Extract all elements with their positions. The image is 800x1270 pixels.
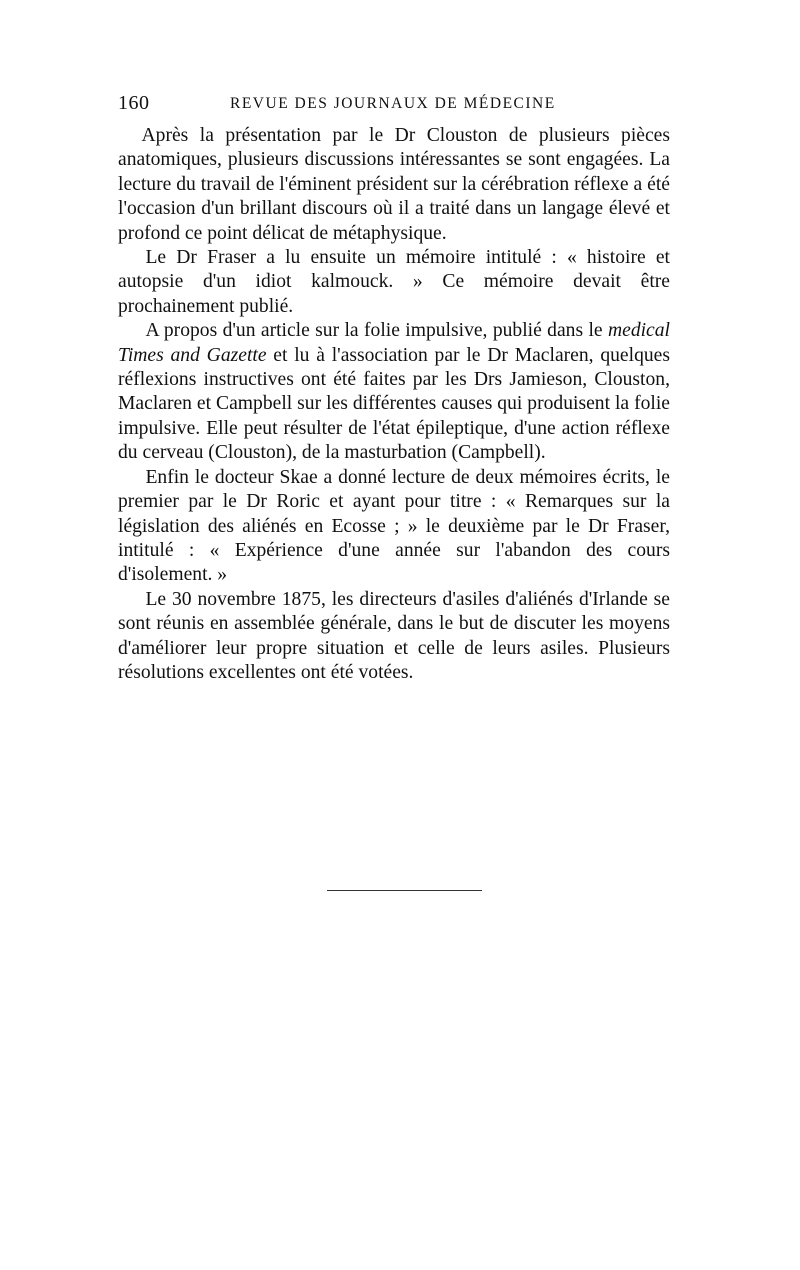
- article-body: [118, 124, 670, 685]
- paragraph-impulsive-insanity: [118, 319, 670, 465]
- running-head: [118, 92, 678, 118]
- journal-title: REVUE DES JOURNAUX DE MÉDECINE: [230, 95, 556, 112]
- journal-citation-italic: medical Times and Gazette: [118, 320, 670, 366]
- paragraph-impulsive-insanity-before: A propos d'un article sur la folie impulsive, publié dans le: [145, 320, 608, 342]
- paragraph-skae-memoirs: Enfin le docteur Skae a donné lecture de deux mémoires écrits, le premier par le Dr Roric et ayant pour titre : « Remarques sur la législation des aliénés en Ecosse ; » le deuxième par le Dr Fraser, intitulé : « Expérience d'une année sur l'abandon des cours d'isolement. »: [118, 466, 670, 586]
- page-number: 160: [118, 92, 150, 114]
- paragraph-impulsive-insanity-after: et lu à l'association par le Dr Maclaren, quelques réflexions instructives ont été faites par les Drs Jamieson, Clouston, Maclaren et Campbell sur les différentes causes qui produisent la folie impulsive. Elle peut résulter de l'état épileptique, d'une action réflexe du cerveau (Clouston), de la masturbation (Campbell).: [118, 344, 670, 464]
- paragraph-clouston-presentation: Après la présentation par le Dr Clouston de plusieurs pièces anatomiques, plusieurs discussions intéressantes se sont engagées. La lecture du travail de l'éminent président sur la cérébration réflexe a été l'occasion d'un brillant discours où il a traité dans un langage élevé et profond ce point délicat de métaphysique.: [118, 125, 670, 244]
- paragraph-irish-asylums: Le 30 novembre 1875, les directeurs d'asiles d'aliénés d'Irlande se sont réunis en assemblée générale, dans le but de discuter les moyens d'améliorer leur propre situation et celle de leurs asiles. Plusieurs résolutions excellentes ont été votées.: [118, 588, 670, 683]
- section-end-rule: [327, 890, 482, 891]
- paragraph-fraser-memoir: Le Dr Fraser a lu ensuite un mémoire intitulé : « histoire et autopsie d'un idiot kalmouck. » Ce mémoire devait être prochainement publié.: [118, 247, 670, 317]
